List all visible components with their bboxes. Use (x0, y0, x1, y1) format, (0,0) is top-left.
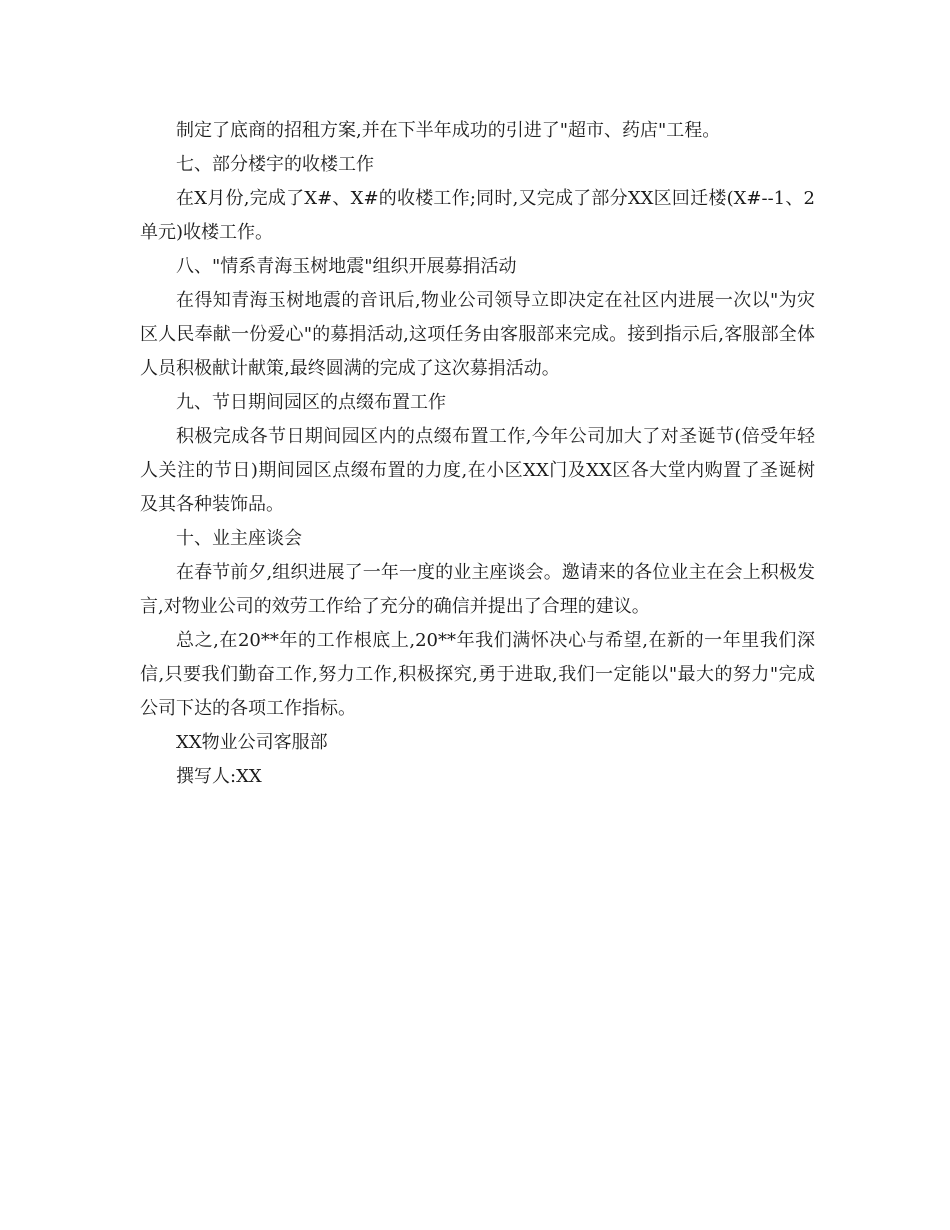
section-heading-10: 十、业主座谈会 (176, 528, 302, 549)
paragraph-donation: 在得知青海玉树地震的音讯后,物业公司领导立即决定在社区内进展一次以"为灾区人民奉献一份爱心"的募捐活动,这项任务由客服部来完成。接到指示后,客服部全体人员积极献计献策,最终圆满的完成了这次募捐活动。 (140, 290, 815, 379)
paragraph-decoration: 积极完成各节日期间园区内的点缀布置工作,今年公司加大了对圣诞节(倍受年轻人关注的节日)期间园区点缀布置的力度,在小区XX门及XX区各大堂内购置了圣诞树及其各种装饰品。 (140, 426, 815, 515)
section-heading-7: 七、部分楼宇的收楼工作 (176, 154, 374, 175)
paragraph-lease-plan: 制定了底商的招租方案,并在下半年成功的引进了"超市、药店"工程。 (176, 120, 721, 141)
signature-company: XX物业公司客服部 (176, 732, 328, 753)
section-heading-8: 八、"情系青海玉树地震"组织开展募捐活动 (176, 256, 517, 277)
signature-author: 撰写人:XX (176, 766, 262, 787)
paragraph-summary: 总之,在20**年的工作根底上,20**年我们满怀决心与希望,在新的一年里我们深信,只要我们勤奋工作,努力工作,积极探究,勇于进取,我们一定能以"最大的努力"完成公司下达的各项工作指标。 (140, 630, 815, 719)
document-body (140, 114, 815, 794)
paragraph-owner-meeting: 在春节前夕,组织进展了一年一度的业主座谈会。邀请来的各位业主在会上积极发言,对物业公司的效劳工作给了充分的确信并提出了合理的建议。 (140, 562, 815, 617)
paragraph-handover: 在X月份,完成了X#、X#的收楼工作;同时,又完成了部分XX区回迁楼(X#--1、2单元)收楼工作。 (140, 188, 815, 243)
section-heading-9: 九、节日期间园区的点缀布置工作 (176, 392, 446, 413)
